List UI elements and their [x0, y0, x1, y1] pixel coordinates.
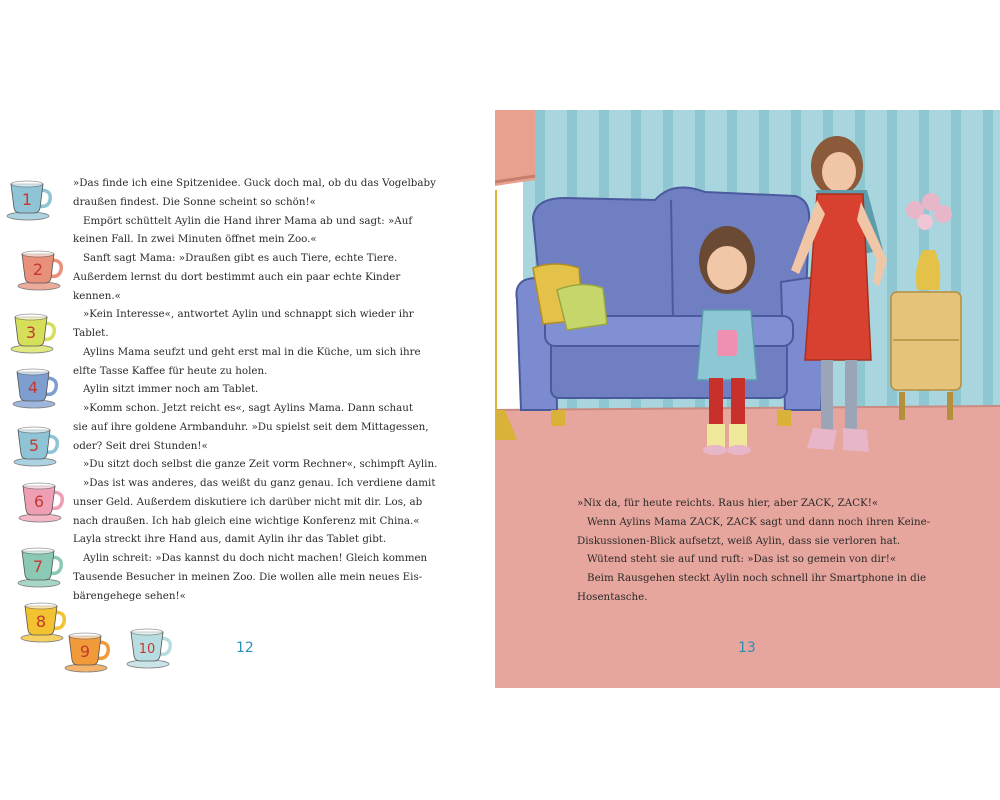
- sofa: [516, 188, 827, 427]
- text-line: »Kein Interesse«, antwortet Aylin und schnappt sich wieder ihr: [83, 308, 414, 321]
- right-page-text: [577, 494, 931, 607]
- cup-number-label: 8: [35, 612, 47, 631]
- text-line: unser Geld. Außerdem diskutiere ich darüber nicht mit dir. Los, ab: [73, 495, 423, 508]
- cup-number-label: 10: [138, 642, 156, 657]
- text-line: Wenn Aylins Mama ZACK, ZACK sagt und dann noch ihren Keine-: [587, 515, 931, 528]
- coffee-cup-icon: [18, 480, 68, 524]
- cup-number-label: 7: [32, 557, 44, 576]
- left-page: [0, 0, 495, 800]
- coffee-cup-icon: [13, 424, 63, 468]
- cup-number-label: 5: [28, 436, 40, 455]
- cup-number-label: 9: [79, 642, 91, 661]
- cup-rim-shape: [17, 369, 49, 375]
- text-line: »Nix da, für heute reichts. Raus hier, aber ZACK, ZACK!«: [577, 497, 879, 509]
- cup-rim-shape: [15, 314, 47, 320]
- text-line: keinen Fall. In zwei Minuten öffnet mein Zoo.«: [73, 233, 317, 246]
- coffee-cup-icon: [126, 626, 176, 670]
- text-line: Sanft sagt Mama: »Draußen gibt es auch Tiere, echte Tiere.: [83, 252, 398, 264]
- text-line: »Du sitzt doch selbst die ganze Zeit vorm Rechner«, schimpft Aylin.: [83, 458, 438, 471]
- cup-rim-shape: [11, 181, 43, 187]
- text-line: nach draußen. Ich hab gleich eine wichtige Konferenz mit China.«: [73, 514, 420, 527]
- coffee-cup-icon: [6, 178, 56, 222]
- cup-number-label: 6: [33, 492, 45, 511]
- text-line: elfte Tasse Kaffee für heute zu holen.: [73, 364, 268, 377]
- text-line: Aylin schreit: »Das kannst du doch nicht machen! Gleich kommen: [83, 552, 428, 564]
- text-line: Diskussionen-Blick aufsetzt, weiß Aylin, dass sie verloren hat.: [577, 534, 901, 547]
- cup-rim-shape: [131, 629, 163, 635]
- text-line: Empört schüttelt Aylin die Hand ihrer Mama ab und sagt: »Auf: [83, 214, 413, 227]
- left-page-text: [73, 174, 438, 605]
- cup-rim-shape: [25, 603, 57, 609]
- text-line: »Komm schon. Jetzt reicht es«, sagt Aylins Mama. Dann schaut: [83, 402, 414, 414]
- text-line: bärengehege sehen!«: [73, 589, 186, 602]
- cup-rim-shape: [22, 548, 54, 554]
- text-line: Tausende Besucher in meinen Zoo. Die wollen alle mein neues Eis-: [73, 570, 423, 583]
- cup-rim-shape: [18, 427, 50, 433]
- text-line: Aylin sitzt immer noch am Tablet.: [83, 383, 259, 396]
- text-line: Beim Rausgehen steckt Aylin noch schnell ihr Smartphone in die: [587, 572, 927, 584]
- right-page: [495, 0, 1000, 800]
- cup-rim-shape: [23, 483, 55, 489]
- text-line: Tablet.: [73, 327, 109, 339]
- cup-rim-shape: [22, 251, 54, 257]
- coffee-cup-icon: [64, 630, 114, 674]
- page-number-left: 12: [236, 640, 254, 656]
- cup-number-label: 3: [25, 323, 37, 342]
- coffee-cup-icon: [12, 366, 62, 410]
- text-line: Aylins Mama seufzt und geht erst mal in die Küche, um sich ihre: [83, 345, 421, 358]
- text-line: Außerdem lernst du dort bestimmt auch ein paar echte Kinder: [73, 270, 401, 283]
- text-line: Hosentasche.: [577, 590, 648, 603]
- cup-number-label: 1: [21, 190, 33, 209]
- coffee-cup-icon: [10, 311, 60, 355]
- text-line: sie auf ihre goldene Armbanduhr. »Du spielst seit dem Mittagessen,: [73, 420, 429, 433]
- cup-number-label: 4: [27, 378, 39, 397]
- text-line: oder? Seit drei Stunden!«: [73, 439, 208, 452]
- page-number-right: 13: [738, 640, 756, 656]
- text-line: kennen.«: [73, 289, 121, 302]
- coffee-cup-icon: [17, 545, 67, 589]
- coffee-cup-icon: [17, 248, 67, 292]
- text-line: draußen findest. Die Sonne scheint so schön!«: [73, 195, 316, 208]
- text-line: Wütend steht sie auf und ruft: »Das ist so gemein von dir!«: [587, 553, 897, 566]
- coffee-cup-icon: [20, 600, 70, 644]
- cup-rim-shape: [69, 633, 101, 639]
- text-line: »Das ist was anderes, das weißt du ganz genau. Ich verdiene damit: [83, 477, 436, 489]
- text-line: Layla streckt ihre Hand aus, damit Aylin ihr das Tablet gibt.: [73, 533, 387, 546]
- cup-number-label: 2: [32, 260, 44, 279]
- text-line: »Das finde ich eine Spitzenidee. Guck doch mal, ob du das Vogelbaby: [73, 177, 436, 189]
